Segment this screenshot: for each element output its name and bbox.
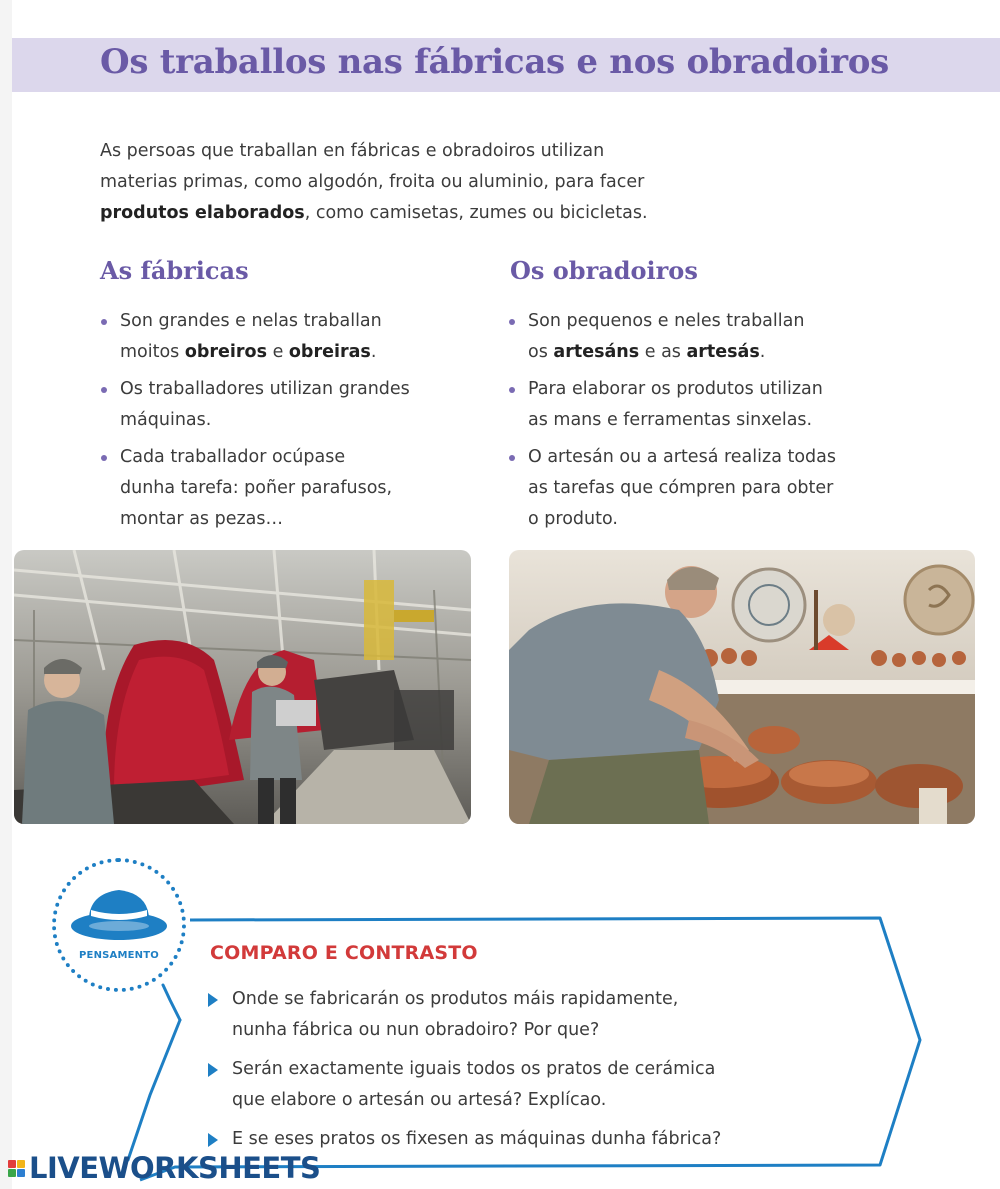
factories-item-1-line-2: moitos (120, 342, 185, 362)
factories-item-1-connector: e (267, 342, 289, 362)
question-2 (206, 1054, 846, 1116)
logo-mark-icon (8, 1160, 25, 1177)
intro-line-3: , como camisetas, zumes ou bicicletas. (304, 203, 648, 223)
factories-item-1-period: . (370, 342, 377, 362)
hat-icon (69, 880, 169, 944)
workshops-item-1-period: . (759, 342, 766, 362)
logo-text: LIVEWORKSHEETS (29, 1151, 321, 1185)
workshops-item-3-line-2: as tarefas que cómpren para obter (528, 478, 834, 498)
question-1-line-1: Onde se fabricarán os produtos máis rapidamente, (232, 989, 679, 1009)
factories-item-3-line-3: montar as pezas… (120, 509, 283, 529)
intro-line-1: As persoas que traballan en fábricas e obradoiros utilizan (100, 141, 605, 161)
factories-item-1-line-1: Son grandes e nelas traballan (120, 311, 382, 331)
workshops-item-2-line-2: as mans e ferramentas sinxelas. (528, 410, 813, 430)
workshops-item-1-line-2: os (528, 342, 554, 362)
question-1-line-2: nunha fábrica ou nun obradoiro? Por que? (232, 1020, 600, 1040)
factories-item-2-line-1: Os traballadores utilizan grandes (120, 379, 410, 399)
workshops-title: Os obradoiros (510, 256, 698, 285)
workshops-item-3-line-3: o produto. (528, 509, 618, 529)
factories-title: As fábricas (100, 256, 249, 285)
intro-line-2: materias primas, como algodón, froita ou aluminio, para facer (100, 172, 645, 192)
question-list (206, 984, 846, 1163)
factories-item-3-line-1: Cada traballador ocúpase (120, 447, 346, 467)
question-2-line-2: que elabore o artesán ou artesá? Explícao. (232, 1090, 607, 1110)
page-title: Os traballos nas fábricas e nos obradoiros (100, 42, 889, 82)
term-obreiras: obreiras (288, 342, 371, 362)
term-artesans: artesáns (553, 342, 640, 362)
workshops-item-3-line-1: O artesán ou a artesá realiza todas (528, 447, 836, 467)
question-3-line-1: E se eses pratos os fixesen as máquinas dunha fábrica? (232, 1129, 722, 1149)
workshops-item-2-line-1: Para elaborar os produtos utilizan (528, 379, 823, 399)
term-artesas: artesás (686, 342, 760, 362)
intro-bold-term: produtos elaborados (100, 203, 305, 223)
compare-contrast-title: COMPARO E CONTRASTO (210, 942, 478, 964)
liveworksheets-logo[interactable] (8, 1150, 320, 1186)
workshops-item-1-connector: e as (639, 342, 687, 362)
question-2-line-1: Serán exactamente iguais todos os pratos de cerámica (232, 1059, 716, 1079)
factories-item-3-line-2: dunha tarefa: poñer parafusos, (120, 478, 393, 498)
badge-label: PENSAMENTO (79, 950, 159, 961)
factories-item-2-line-2: máquinas. (120, 410, 212, 430)
pensamento-badge (52, 858, 186, 992)
term-obreiros: obreiros (184, 342, 267, 362)
workshops-item-1-line-1: Son pequenos e neles traballan (528, 311, 805, 331)
question-1 (206, 984, 846, 1046)
